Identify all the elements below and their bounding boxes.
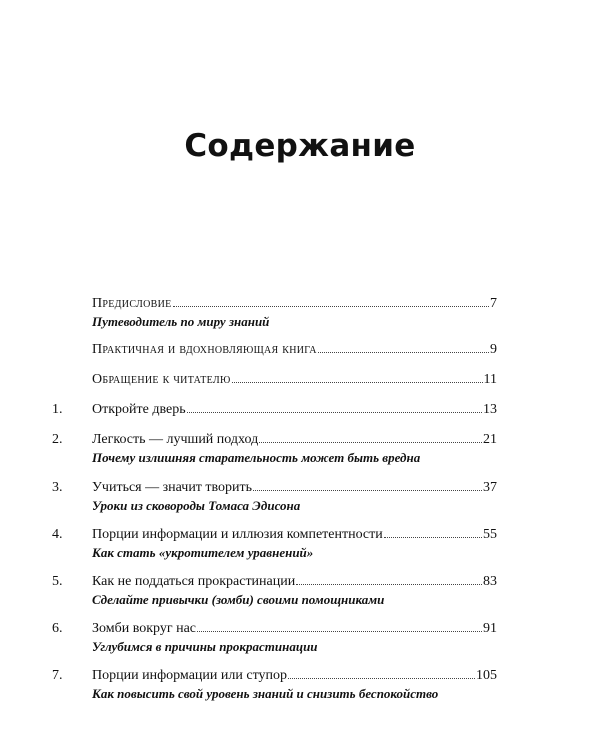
toc-line <box>52 668 497 686</box>
page-number: 21 <box>483 432 497 447</box>
dot-leader <box>187 412 482 413</box>
toc-entry-chapter-5[interactable] <box>52 574 497 610</box>
chapter-subtitle: Как повысить свой уровень знаний и снизить беспокойство <box>92 686 439 701</box>
toc-line <box>52 527 497 545</box>
page-number: 91 <box>483 621 497 636</box>
chapter-title: Учиться — значит творить <box>92 480 253 495</box>
page-number: 37 <box>483 480 497 495</box>
toc-line <box>52 342 497 360</box>
toc-entry-preface[interactable] <box>52 296 497 332</box>
chapter-title: Практичная и вдохновляющая книга <box>92 342 317 357</box>
page-number: 9 <box>490 342 497 357</box>
toc-line <box>52 432 497 450</box>
chapter-title: Предисловие <box>92 296 172 311</box>
dot-leader <box>296 584 482 585</box>
page-title: Содержание <box>184 128 416 164</box>
dot-leader <box>259 442 482 443</box>
chapter-title: Откройте дверь <box>92 402 186 417</box>
chapter-title: Обращение к читателю <box>92 372 231 387</box>
chapter-number: 3. <box>52 480 63 495</box>
page-number: 55 <box>483 527 497 542</box>
toc-line <box>52 574 497 592</box>
chapter-number: 4. <box>52 527 63 542</box>
page-number: 7 <box>490 296 497 311</box>
chapter-number: 7. <box>52 668 63 683</box>
toc-line <box>52 296 497 314</box>
chapter-number: 1. <box>52 402 63 417</box>
chapter-subtitle: Углубимся в причины прокрастинации <box>92 639 318 654</box>
chapter-title: Легкость — лучший подход <box>92 432 259 447</box>
chapter-subtitle: Уроки из сковороды Томаса Эдисона <box>92 498 301 513</box>
toc-line <box>52 372 497 390</box>
page-number: 11 <box>483 372 497 387</box>
toc-entry-chapter-3[interactable] <box>52 480 497 516</box>
page-number: 105 <box>476 668 497 683</box>
chapter-number: 5. <box>52 574 63 589</box>
chapter-title: Порции информации и иллюзия компетентности <box>92 527 383 542</box>
dot-leader <box>197 631 482 632</box>
toc-line <box>52 480 497 498</box>
dot-leader <box>318 352 489 353</box>
dot-leader <box>384 537 482 538</box>
chapter-title: Зомби вокруг нас <box>92 621 197 636</box>
toc-entry-address-to-reader[interactable] <box>52 372 497 390</box>
chapter-title: Как не поддаться прокрастинации <box>92 574 296 589</box>
page-number: 83 <box>483 574 497 589</box>
toc-entry-chapter-6[interactable] <box>52 621 497 657</box>
toc-line <box>52 621 497 639</box>
chapter-subtitle: Путеводитель по миру знаний <box>92 314 270 329</box>
chapter-number: 2. <box>52 432 63 447</box>
chapter-subtitle: Как стать «укротителем уравнений» <box>92 545 314 560</box>
toc-entry-chapter-4[interactable] <box>52 527 497 563</box>
dot-leader <box>173 306 489 307</box>
chapter-title: Порции информации или ступор <box>92 668 287 683</box>
chapter-number: 6. <box>52 621 63 636</box>
dot-leader <box>253 490 482 491</box>
page-number: 13 <box>483 402 497 417</box>
chapter-subtitle: Почему излишняя старательность может быть вредна <box>92 450 421 465</box>
toc-line <box>52 402 497 420</box>
toc-entry-chapter-1[interactable] <box>52 402 497 420</box>
dot-leader <box>288 678 475 679</box>
toc-entry-chapter-7[interactable] <box>52 668 497 704</box>
chapter-subtitle: Сделайте привычки (зомби) своими помощниками <box>92 592 385 607</box>
toc-entry-chapter-2[interactable] <box>52 432 497 468</box>
dot-leader <box>232 382 483 383</box>
toc-entry-practical-book[interactable] <box>52 342 497 360</box>
